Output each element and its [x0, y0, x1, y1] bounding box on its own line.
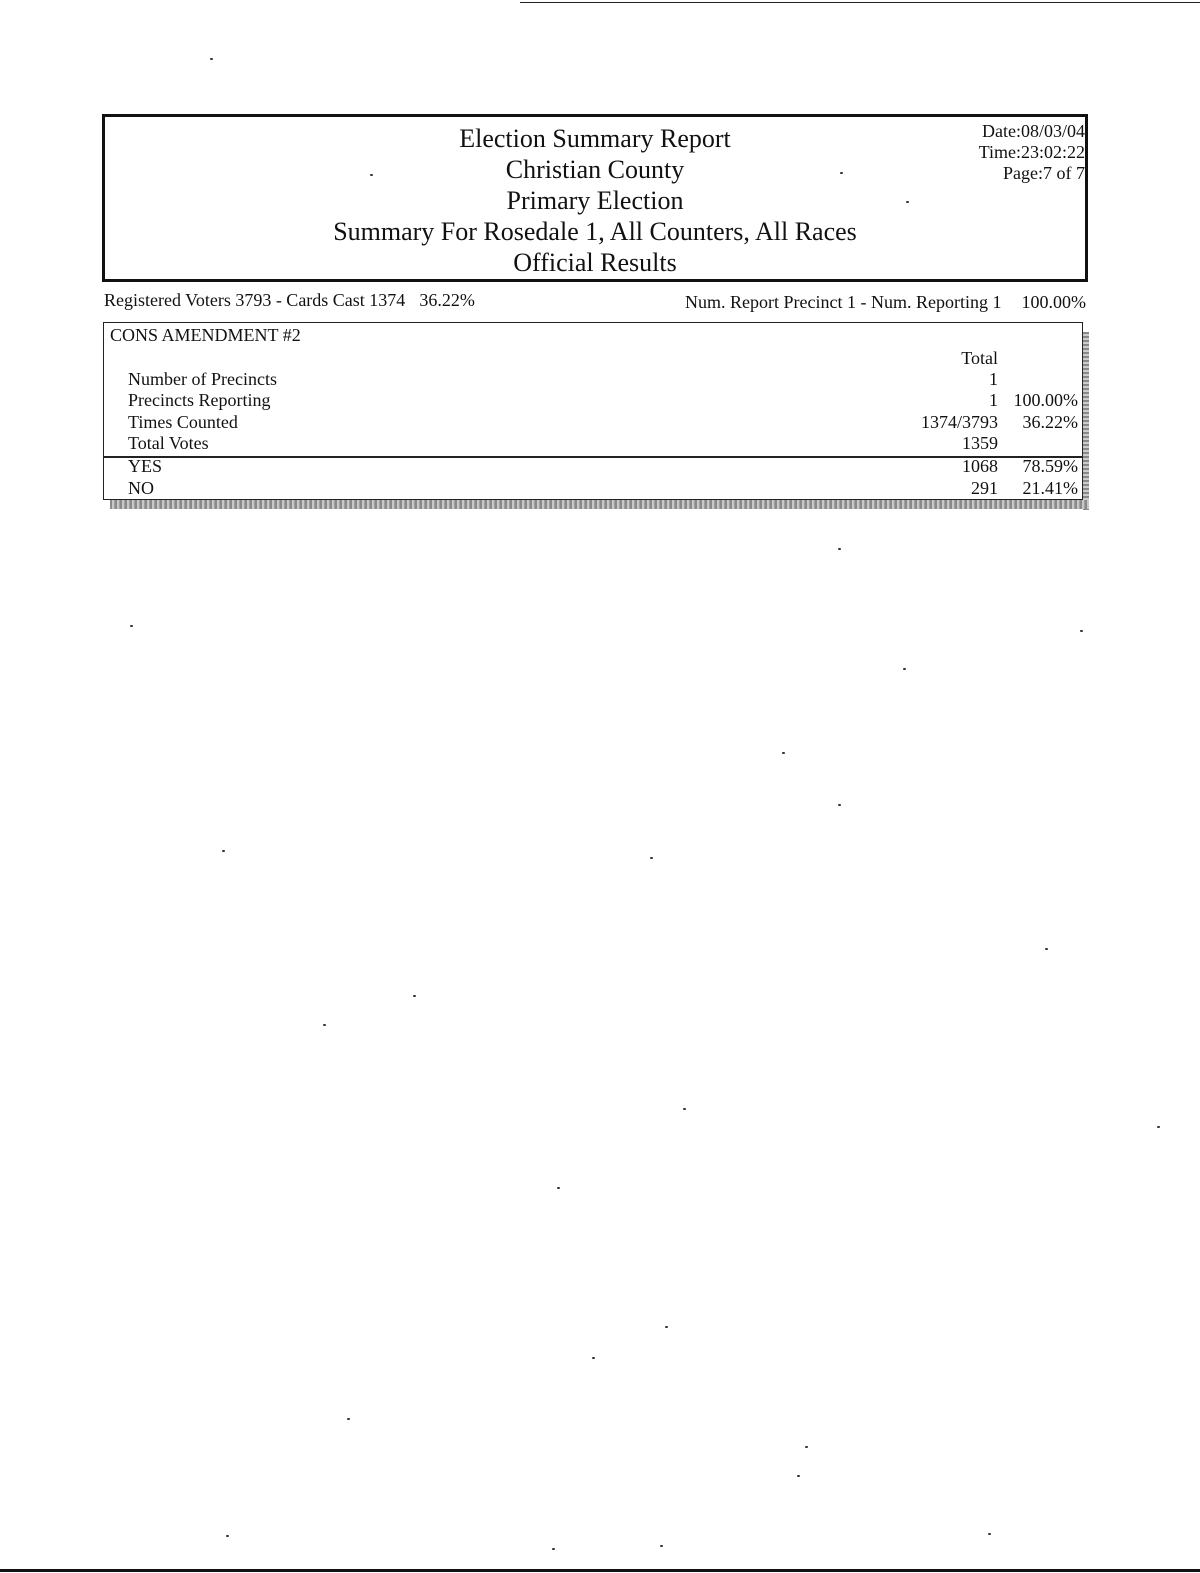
scan-speck	[1157, 1126, 1160, 1128]
scan-speck	[557, 1187, 560, 1189]
results-status: Official Results	[513, 248, 677, 277]
race-title: CONS AMENDMENT #2	[110, 325, 301, 345]
report-meta	[979, 121, 1085, 184]
stat-value: 1	[989, 390, 998, 410]
race-box-shadow	[110, 500, 1089, 509]
choice-row	[104, 456, 1082, 477]
scan-speck	[592, 1357, 595, 1359]
choice-votes: 291	[971, 478, 998, 498]
stat-label: Total Votes	[128, 433, 209, 453]
stat-row	[104, 412, 1082, 433]
stat-label: Precincts Reporting	[128, 390, 271, 410]
precinct-percent: 100.00%	[1021, 292, 1086, 312]
total-column-header: Total	[961, 348, 998, 368]
scan-speck	[805, 1446, 808, 1448]
stat-label: Number of Precincts	[128, 369, 277, 389]
scan-speck	[838, 804, 841, 806]
report-titles	[105, 123, 1085, 278]
precinct-report-text: Num. Report Precinct 1 - Num. Reporting 1	[685, 292, 1002, 312]
turnout-percent: 36.22%	[419, 290, 475, 310]
choice-percent: 21.41%	[1022, 478, 1078, 498]
scan-speck	[782, 752, 785, 754]
stat-row	[104, 390, 1082, 411]
scan-speck	[1080, 630, 1083, 632]
scan-speck	[903, 668, 906, 670]
scan-speck	[413, 995, 416, 997]
scan-speck	[797, 1475, 800, 1477]
report-page: Page:7 of 7	[1003, 163, 1085, 183]
report-title: Election Summary Report	[459, 124, 731, 153]
race-results-box	[103, 322, 1083, 500]
scan-speck	[660, 1545, 663, 1547]
choice-label: YES	[128, 456, 163, 476]
report-date: Date:08/03/04	[982, 121, 1085, 141]
scan-speck	[1045, 948, 1048, 950]
stat-percent: 100.00%	[1013, 390, 1078, 410]
county-name: Christian County	[505, 155, 685, 184]
scan-speck	[226, 1535, 229, 1537]
scan-speck	[650, 857, 653, 859]
choice-row	[104, 478, 1082, 499]
registered-voters-text: Registered Voters 3793 - Cards Cast 1374	[104, 290, 406, 310]
stat-row	[104, 433, 1082, 454]
election-name: Primary Election	[506, 186, 684, 215]
stat-value: 1359	[962, 433, 998, 453]
stat-value: 1	[989, 369, 998, 389]
report-header	[102, 114, 1088, 282]
scan-speck	[347, 1418, 350, 1420]
scan-edge-bottom	[0, 1569, 1200, 1572]
stat-label: Times Counted	[128, 412, 238, 432]
scan-speck	[552, 1548, 555, 1550]
race-box-shadow	[1083, 332, 1089, 510]
stat-value: 1374/3793	[920, 412, 998, 432]
scan-speck	[988, 1533, 991, 1535]
scan-speck	[210, 58, 213, 60]
scan-edge-top	[520, 2, 1200, 3]
scan-speck	[222, 850, 225, 852]
report-time: Time:23:02:22	[978, 142, 1085, 162]
choice-votes: 1068	[962, 456, 998, 476]
stat-percent: 36.22%	[1022, 412, 1078, 432]
turnout-summary	[104, 290, 475, 311]
scan-speck	[323, 1024, 326, 1026]
choice-percent: 78.59%	[1022, 456, 1078, 476]
choice-label: NO	[128, 478, 154, 498]
scan-speck	[665, 1326, 668, 1328]
scan-speck	[683, 1108, 686, 1110]
stat-row	[104, 369, 1082, 390]
scan-speck	[130, 625, 133, 627]
precinct-summary	[685, 292, 1086, 313]
scan-speck	[838, 548, 841, 550]
summary-scope: Summary For Rosedale 1, All Counters, All Races	[333, 217, 857, 246]
